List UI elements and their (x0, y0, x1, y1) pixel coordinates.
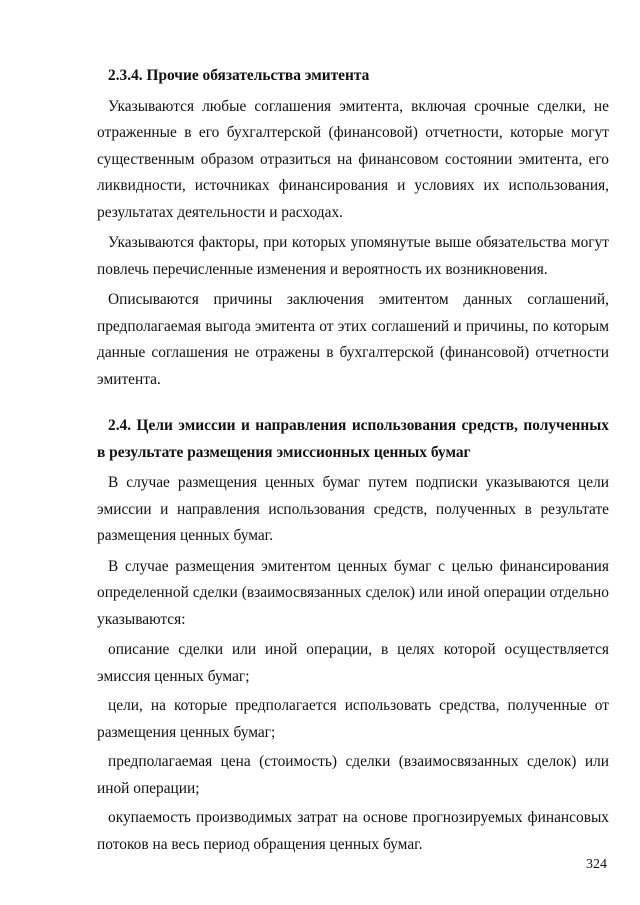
list-item: предполагаемая цена (стоимость) сделки (взаимосвязанных сделок) или иной операции; (97, 753, 609, 797)
section-heading-2-3-4: 2.3.4. Прочие обязательства эмитента (108, 67, 370, 84)
paragraph: Указываются любые соглашения эмитента, включая срочные сделки, не отраженные в его бухгалтерской (финансовой) отчетности, которые могут существенным образом отразиться на финансовом состоянии эмитента, его ликвидности, источниках финансирования и условиях их использования, результатах деятельности и расходах. (97, 97, 609, 221)
section-heading-2-4: 2.4. Цели эмиссии и направления использования средств, полученных в результате размещения эмиссионных ценных бумаг (97, 417, 609, 461)
paragraph: Указываются факторы, при которых упомянутые выше обязательства могут повлечь перечисленные изменения и вероятность их возникновения. (97, 234, 609, 278)
paragraph: Описываются причины заключения эмитентом данных соглашений, предполагаемая выгода эмитента от этих соглашений и причины, по которым данные соглашения не отражены в бухгалтерской (финансовой) отчетности эмитента. (97, 291, 609, 388)
paragraph: В случае размещения эмитентом ценных бумаг с целью финансирования определенной сделки (взаимосвязанных сделок) или иной операции отдельно указываются: (97, 557, 609, 628)
paragraph: В случае размещения ценных бумаг путем подписки указываются цели эмиссии и направления использования средств, полученных в результате размещения ценных бумаг. (97, 474, 609, 544)
page-number: 324 (586, 857, 607, 872)
list-item: описание сделки или иной операции, в целях которой осуществляется эмиссия ценных бумаг; (97, 641, 609, 685)
list-item: окупаемость производимых затрат на основе прогнозируемых финансовых потоков на весь период обращения ценных бумаг. (97, 809, 609, 853)
list-item: цели, на которые предполагается использовать средства, полученные от размещения ценных бумаг; (97, 697, 609, 741)
page-content (97, 63, 609, 861)
